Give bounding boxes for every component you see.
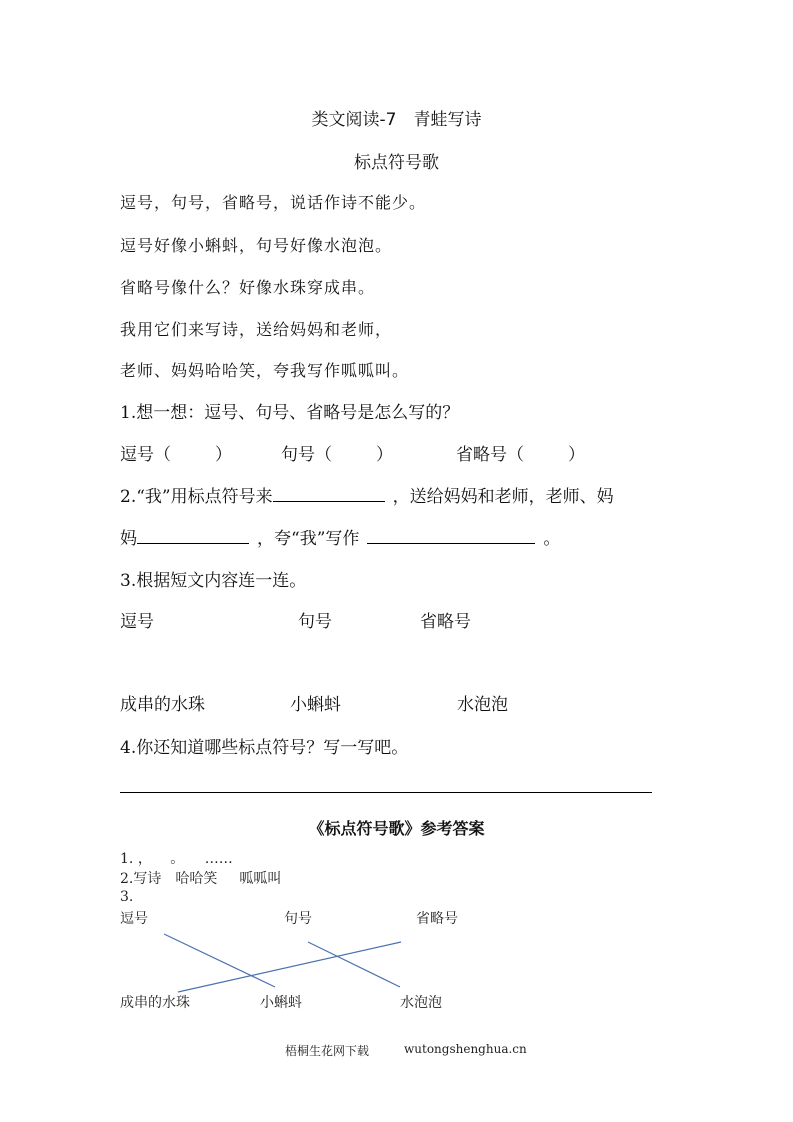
question-2-line-2: 妈 ，夸“我”写作 。 (120, 524, 560, 549)
footer-site-name: 梧桐生花网下载 (285, 1044, 370, 1058)
poem-title: 标点符号歌 (354, 153, 439, 173)
poem-line-4: 我用它们来写诗，送给妈妈和老师， (120, 320, 393, 339)
answer-bottom-bubbles: 水泡泡 (400, 995, 442, 1011)
answer-top-comma: 逗号 (120, 911, 148, 927)
line-ellipsis-to-water-beads (178, 942, 401, 992)
answer-top-ellipsis: 省略号 (416, 911, 458, 927)
answer-bottom-water-beads: 成串的水珠 (120, 995, 190, 1011)
answer-bottom-tadpole: 小蝌蚪 (260, 995, 302, 1011)
answers-title: 《标点符号歌》参考答案 (308, 819, 485, 838)
question-2-line-1: 2.“我”用标点符号来 ，送给妈妈和老师，老师、妈 (120, 482, 614, 507)
question-1-prompt: 1.想一想：逗号、句号、省略号是怎么写的？ (120, 403, 460, 423)
answer-top-period: 句号 (284, 911, 312, 927)
comma-label: 逗号（ (120, 445, 171, 465)
poem-line-1: 逗号，句号，省略号，说话作诗不能少。 (120, 193, 427, 212)
match-top-period[interactable]: 句号 (298, 612, 332, 632)
match-bottom-water-beads[interactable]: 成串的水珠 (120, 695, 205, 715)
match-top-ellipsis[interactable]: 省略号 (420, 612, 471, 632)
poem-line-3: 省略号像什么？好像水珠穿成串。 (120, 278, 376, 297)
footer-site-url[interactable]: wutongshenghua.cn (404, 1042, 527, 1056)
match-bottom-bubbles[interactable]: 水泡泡 (457, 695, 508, 715)
line-period-to-bubbles (308, 942, 400, 987)
question-4-prompt: 4.你还知道哪些标点符号？写一写吧。 (120, 738, 409, 758)
question-3-prompt: 3.根据短文内容连一连。 (120, 571, 307, 591)
line-comma-to-tadpole (164, 934, 275, 987)
question-1-item-ellipsis: 省略号（ ） (456, 445, 585, 465)
document-title: 类文阅读-7 青蛙写诗 (311, 110, 482, 130)
answer-1: 1. ， 。 …… (120, 851, 233, 867)
answer-3-number: 3. (120, 889, 134, 905)
poem-line-5: 老师、妈妈哈哈笑，夸我写作呱呱叫。 (120, 361, 410, 380)
answer-2: 2.写诗 哈哈笑 呱呱叫 (120, 871, 282, 887)
poem-line-2: 逗号好像小蝌蚪，句号好像水泡泡。 (120, 236, 393, 255)
match-bottom-tadpole[interactable]: 小蝌蚪 (290, 695, 341, 715)
question-1-item-period: 句号（ ） (281, 445, 393, 465)
ellipsis-label: 省略号（ (456, 445, 524, 465)
match-top-comma[interactable]: 逗号 (120, 612, 154, 632)
period-label: 句号（ (281, 445, 332, 465)
question-1-item-comma: 逗号（ ） (120, 445, 232, 465)
